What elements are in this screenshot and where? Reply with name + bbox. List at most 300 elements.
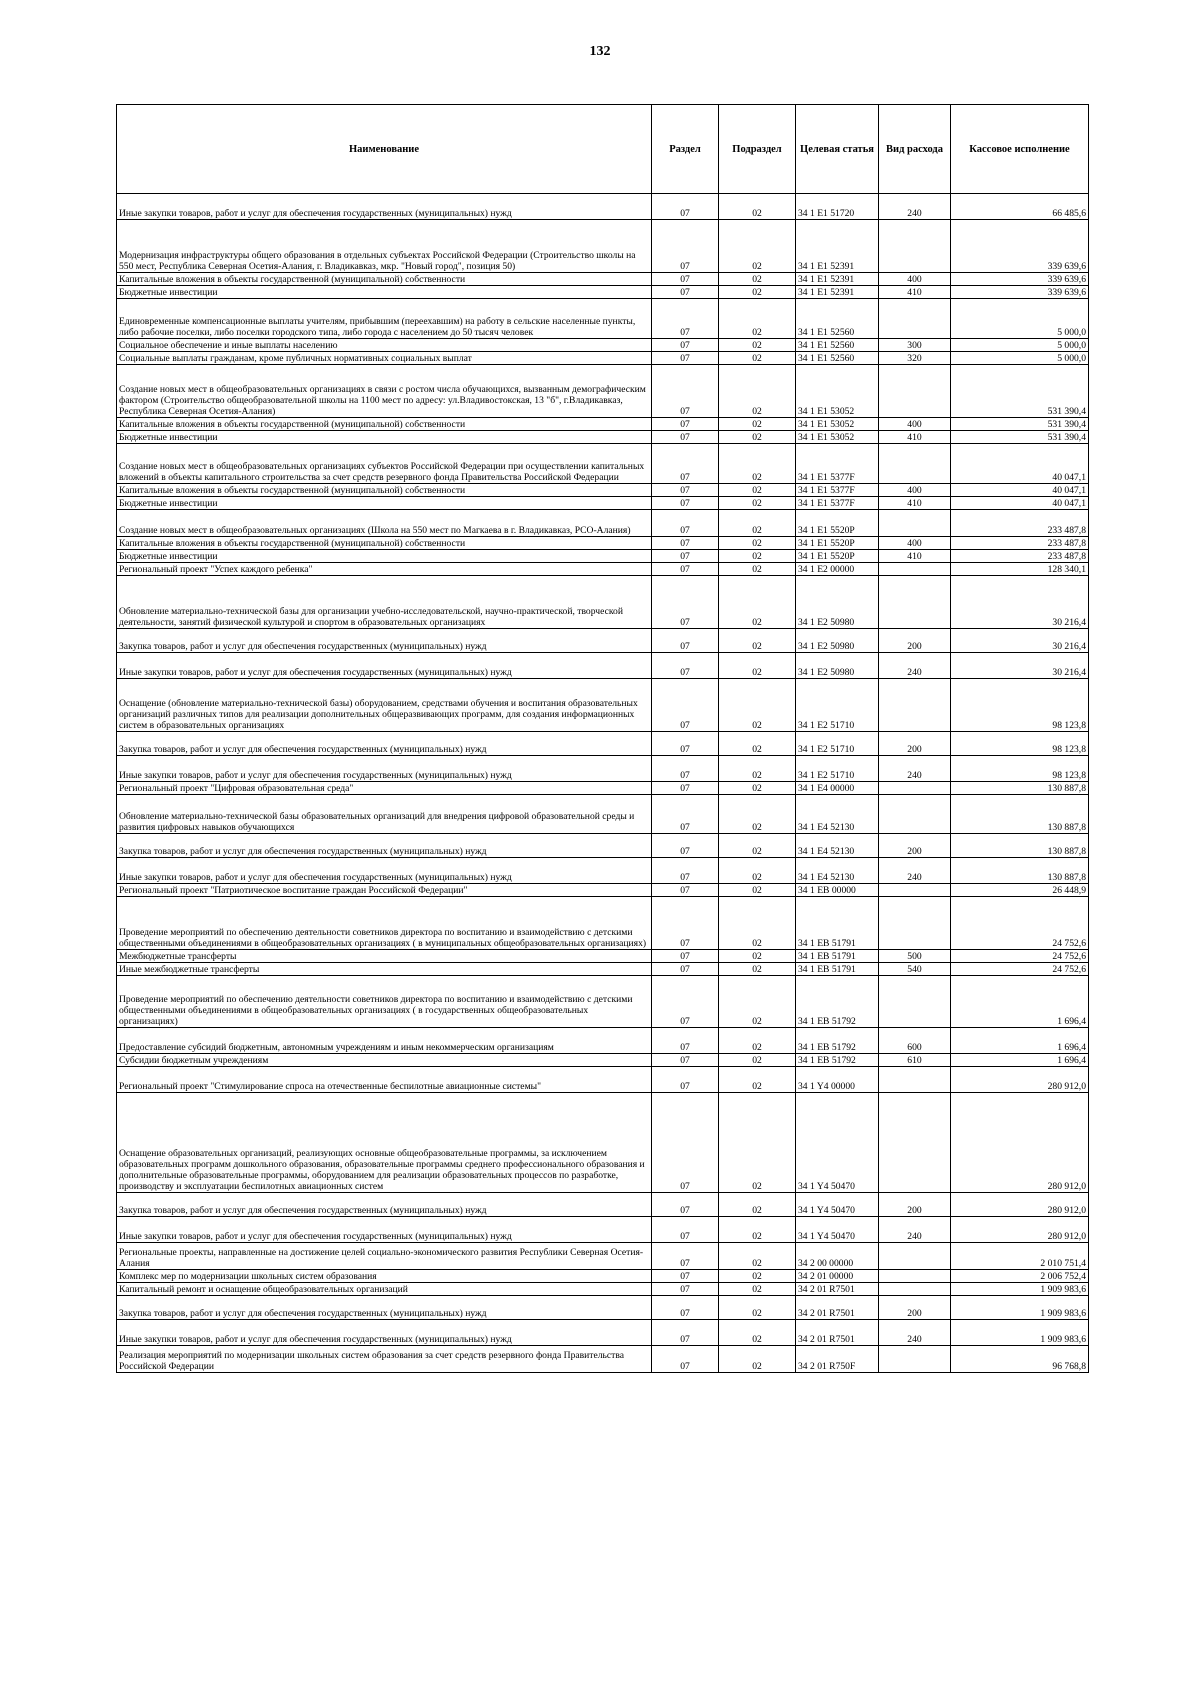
- row-section: 07: [652, 194, 719, 220]
- row-name: Иные закупки товаров, работ и услуг для обеспечения государственных (муниципальных) нужд: [117, 653, 652, 679]
- row-expense: [879, 365, 951, 418]
- row-subsection: 02: [719, 858, 796, 884]
- row-section: 07: [652, 884, 719, 897]
- row-amount: 30 216,4: [951, 653, 1089, 679]
- row-amount: 130 887,8: [951, 795, 1089, 834]
- row-name: Закупка товаров, работ и услуг для обеспечения государственных (муниципальных) нужд: [117, 834, 652, 858]
- row-amount: 30 216,4: [951, 629, 1089, 653]
- table-row: [117, 884, 1089, 897]
- row-amount: 280 912,0: [951, 1193, 1089, 1217]
- table-row: [117, 299, 1089, 339]
- table-row: [117, 1320, 1089, 1346]
- row-amount: 1 696,4: [951, 1054, 1089, 1067]
- table-row: [117, 537, 1089, 550]
- row-subsection: 02: [719, 497, 796, 510]
- row-section: 07: [652, 484, 719, 497]
- row-expense: 600: [879, 1028, 951, 1054]
- row-section: 07: [652, 795, 719, 834]
- row-expense: 540: [879, 963, 951, 976]
- row-expense: [879, 220, 951, 273]
- row-target: 34 2 01 00000: [796, 1270, 879, 1283]
- table-row: [117, 950, 1089, 963]
- row-expense: 400: [879, 484, 951, 497]
- row-amount: 531 390,4: [951, 418, 1089, 431]
- row-subsection: 02: [719, 1217, 796, 1243]
- row-target: 34 1 Y4 00000: [796, 1067, 879, 1093]
- row-amount: 280 912,0: [951, 1067, 1089, 1093]
- row-expense: 410: [879, 550, 951, 563]
- row-subsection: 02: [719, 1243, 796, 1270]
- row-amount: 40 047,1: [951, 497, 1089, 510]
- row-name: Единовременные компенсационные выплаты учителям, прибывшим (переехавшим) на работу в сельские населенные пункты, либо рабочие поселки, либо поселки городского типа, либо города с населением до 50 тысяч человек: [117, 299, 652, 339]
- table-row: [117, 782, 1089, 795]
- row-amount: 66 485,6: [951, 194, 1089, 220]
- table-row: [117, 732, 1089, 756]
- row-expense: 200: [879, 1193, 951, 1217]
- header-name: Наименование: [117, 105, 652, 194]
- row-subsection: 02: [719, 273, 796, 286]
- row-amount: 130 887,8: [951, 858, 1089, 884]
- table-row: [117, 1067, 1089, 1093]
- row-name: Обновление материально-технической базы образовательных организаций для внедрения цифровой образовательной среды и развития цифровых навыков обучающихся: [117, 795, 652, 834]
- row-target: 34 2 00 00000: [796, 1243, 879, 1270]
- row-subsection: 02: [719, 365, 796, 418]
- row-subsection: 02: [719, 576, 796, 629]
- row-name: Капитальные вложения в объекты государственной (муниципальной) собственности: [117, 273, 652, 286]
- row-name: Капитальные вложения в объекты государственной (муниципальной) собственности: [117, 537, 652, 550]
- row-subsection: 02: [719, 563, 796, 576]
- row-name: Иные закупки товаров, работ и услуг для обеспечения государственных (муниципальных) нужд: [117, 756, 652, 782]
- row-expense: 320: [879, 352, 951, 365]
- row-amount: 233 487,8: [951, 510, 1089, 537]
- row-section: 07: [652, 1028, 719, 1054]
- table-row: [117, 1283, 1089, 1296]
- row-section: 07: [652, 1217, 719, 1243]
- row-target: 34 1 EB 51791: [796, 950, 879, 963]
- row-expense: [879, 884, 951, 897]
- row-target: 34 1 E1 52560: [796, 299, 879, 339]
- table-row: [117, 563, 1089, 576]
- row-section: 07: [652, 510, 719, 537]
- row-target: 34 1 E1 5377F: [796, 484, 879, 497]
- table-row: [117, 1217, 1089, 1243]
- row-section: 07: [652, 756, 719, 782]
- row-subsection: 02: [719, 418, 796, 431]
- table-row: [117, 629, 1089, 653]
- row-expense: 410: [879, 431, 951, 444]
- row-amount: 98 123,8: [951, 732, 1089, 756]
- row-expense: 200: [879, 1296, 951, 1320]
- row-amount: 130 887,8: [951, 782, 1089, 795]
- header-target: Целевая статья: [796, 105, 879, 194]
- header-subsection: Подраздел: [719, 105, 796, 194]
- row-subsection: 02: [719, 510, 796, 537]
- table-row: [117, 484, 1089, 497]
- budget-table: [116, 104, 1089, 1373]
- row-subsection: 02: [719, 756, 796, 782]
- table-row: [117, 1093, 1089, 1193]
- row-section: 07: [652, 339, 719, 352]
- row-amount: 1 696,4: [951, 976, 1089, 1028]
- row-section: 07: [652, 679, 719, 732]
- row-target: 34 1 Y4 50470: [796, 1093, 879, 1193]
- row-target: 34 1 E1 53052: [796, 431, 879, 444]
- row-expense: 400: [879, 273, 951, 286]
- row-expense: 200: [879, 732, 951, 756]
- row-subsection: 02: [719, 537, 796, 550]
- row-target: 34 2 01 R7501: [796, 1320, 879, 1346]
- row-name: Закупка товаров, работ и услуг для обеспечения государственных (муниципальных) нужд: [117, 732, 652, 756]
- row-amount: 531 390,4: [951, 431, 1089, 444]
- table-row: [117, 653, 1089, 679]
- row-expense: 300: [879, 339, 951, 352]
- row-name: Закупка товаров, работ и услуг для обеспечения государственных (муниципальных) нужд: [117, 1193, 652, 1217]
- row-section: 07: [652, 273, 719, 286]
- row-name: Иные закупки товаров, работ и услуг для обеспечения государственных (муниципальных) нужд: [117, 1320, 652, 1346]
- row-section: 07: [652, 352, 719, 365]
- row-amount: 339 639,6: [951, 220, 1089, 273]
- row-name: Иные межбюджетные трансферты: [117, 963, 652, 976]
- row-expense: 240: [879, 858, 951, 884]
- row-section: 07: [652, 1067, 719, 1093]
- row-target: 34 1 E4 52130: [796, 795, 879, 834]
- row-name: Иные закупки товаров, работ и услуг для обеспечения государственных (муниципальных) нужд: [117, 194, 652, 220]
- row-expense: [879, 1346, 951, 1373]
- row-name: Региональный проект "Успех каждого ребенка": [117, 563, 652, 576]
- row-section: 07: [652, 1054, 719, 1067]
- table-row: [117, 756, 1089, 782]
- row-subsection: 02: [719, 431, 796, 444]
- row-section: 07: [652, 1346, 719, 1373]
- row-amount: 24 752,6: [951, 963, 1089, 976]
- row-section: 07: [652, 576, 719, 629]
- row-amount: 1 909 983,6: [951, 1320, 1089, 1346]
- row-section: 07: [652, 418, 719, 431]
- row-section: 07: [652, 286, 719, 299]
- row-name: Создание новых мест в общеобразовательных организациях в связи с ростом числа обучающихся, вызванным демографическим фактором (Строительство общеобразовательной школы на 1100 мест по адресу: ул.Владивостокская, 13 "б", г.Владикавказ, Республика Северная Осетия-Алания): [117, 365, 652, 418]
- row-name: Субсидии бюджетным учреждениям: [117, 1054, 652, 1067]
- row-subsection: 02: [719, 1093, 796, 1193]
- row-target: 34 1 E2 00000: [796, 563, 879, 576]
- row-target: 34 1 EB 51791: [796, 963, 879, 976]
- row-target: 34 1 E1 53052: [796, 365, 879, 418]
- row-subsection: 02: [719, 444, 796, 484]
- row-target: 34 1 E1 5377F: [796, 444, 879, 484]
- table-row: [117, 273, 1089, 286]
- row-expense: 240: [879, 1320, 951, 1346]
- row-amount: 5 000,0: [951, 339, 1089, 352]
- row-section: 07: [652, 365, 719, 418]
- row-section: 07: [652, 1193, 719, 1217]
- table-row: [117, 339, 1089, 352]
- row-target: 34 1 Y4 50470: [796, 1193, 879, 1217]
- row-subsection: 02: [719, 1270, 796, 1283]
- row-expense: [879, 563, 951, 576]
- row-amount: 1 909 983,6: [951, 1283, 1089, 1296]
- row-expense: [879, 976, 951, 1028]
- row-name: Капитальные вложения в объекты государственной (муниципальной) собственности: [117, 484, 652, 497]
- table-row: [117, 352, 1089, 365]
- row-target: 34 1 EB 51792: [796, 1028, 879, 1054]
- row-name: Проведение мероприятий по обеспечению деятельности советников директора по воспитанию и взаимодействию с детскими общественными объединениями в общеобразовательных организациях ( в муниципальных общеобразовательных организациях): [117, 897, 652, 950]
- row-target: 34 1 E1 5520P: [796, 550, 879, 563]
- page-number: 132: [589, 44, 611, 59]
- row-expense: 200: [879, 629, 951, 653]
- row-section: 07: [652, 629, 719, 653]
- row-name: Межбюджетные трансферты: [117, 950, 652, 963]
- row-section: 07: [652, 1243, 719, 1270]
- row-amount: 280 912,0: [951, 1093, 1089, 1193]
- row-target: 34 2 01 R7501: [796, 1296, 879, 1320]
- table-row: [117, 418, 1089, 431]
- row-section: 07: [652, 963, 719, 976]
- row-subsection: 02: [719, 976, 796, 1028]
- row-expense: [879, 576, 951, 629]
- row-expense: [879, 782, 951, 795]
- table-row: [117, 858, 1089, 884]
- row-target: 34 1 EB 51792: [796, 1054, 879, 1067]
- row-name: Проведение мероприятий по обеспечению деятельности советников директора по воспитанию и взаимодействию с детскими общественными объединениями в общеобразовательных организациях ( в государственных общеобразовательных организациях): [117, 976, 652, 1028]
- table-row: [117, 576, 1089, 629]
- header-section: Раздел: [652, 105, 719, 194]
- row-expense: 410: [879, 286, 951, 299]
- row-subsection: 02: [719, 950, 796, 963]
- row-section: 07: [652, 220, 719, 273]
- row-name: Капитальные вложения в объекты государственной (муниципальной) собственности: [117, 418, 652, 431]
- table-row: [117, 365, 1089, 418]
- row-expense: 410: [879, 497, 951, 510]
- table-row: [117, 897, 1089, 950]
- table-row: [117, 497, 1089, 510]
- row-name: Предоставление субсидий бюджетным, автономным учреждениям и иным некоммерческим организациям: [117, 1028, 652, 1054]
- row-subsection: 02: [719, 1028, 796, 1054]
- row-expense: 400: [879, 418, 951, 431]
- row-amount: 130 887,8: [951, 834, 1089, 858]
- row-subsection: 02: [719, 1346, 796, 1373]
- row-target: 34 1 E2 51710: [796, 679, 879, 732]
- table-row: [117, 286, 1089, 299]
- row-target: 34 1 E2 51710: [796, 732, 879, 756]
- table-row: [117, 976, 1089, 1028]
- row-target: 34 1 E4 00000: [796, 782, 879, 795]
- row-section: 07: [652, 431, 719, 444]
- row-expense: [879, 444, 951, 484]
- row-name: Закупка товаров, работ и услуг для обеспечения государственных (муниципальных) нужд: [117, 629, 652, 653]
- row-name: Создание новых мест в общеобразовательных организациях субъектов Российской Федерации при осуществлении капитальных вложений в объекты капитального строительства за счет средств резервного фонда Правительства Российской Федерации: [117, 444, 652, 484]
- header-amount: Кассовое исполнение: [951, 105, 1089, 194]
- table-row: [117, 1296, 1089, 1320]
- row-target: 34 1 E1 52391: [796, 273, 879, 286]
- row-expense: 240: [879, 1217, 951, 1243]
- row-expense: [879, 1270, 951, 1283]
- row-expense: [879, 299, 951, 339]
- row-section: 07: [652, 732, 719, 756]
- table-row: [117, 550, 1089, 563]
- row-expense: 240: [879, 653, 951, 679]
- row-name: Закупка товаров, работ и услуг для обеспечения государственных (муниципальных) нужд: [117, 1296, 652, 1320]
- row-expense: 240: [879, 194, 951, 220]
- row-target: 34 1 E4 52130: [796, 858, 879, 884]
- row-target: 34 1 E1 53052: [796, 418, 879, 431]
- row-subsection: 02: [719, 1296, 796, 1320]
- row-target: 34 1 EB 00000: [796, 884, 879, 897]
- header-expense: Вид расхода: [879, 105, 951, 194]
- row-section: 07: [652, 1296, 719, 1320]
- table-row: [117, 444, 1089, 484]
- row-expense: 200: [879, 834, 951, 858]
- row-amount: 233 487,8: [951, 537, 1089, 550]
- row-amount: 339 639,6: [951, 273, 1089, 286]
- row-target: 34 1 E1 52391: [796, 286, 879, 299]
- row-section: 07: [652, 950, 719, 963]
- row-section: 07: [652, 1270, 719, 1283]
- row-subsection: 02: [719, 795, 796, 834]
- row-subsection: 02: [719, 897, 796, 950]
- row-subsection: 02: [719, 1320, 796, 1346]
- row-target: 34 1 E1 52560: [796, 352, 879, 365]
- row-expense: [879, 897, 951, 950]
- row-expense: [879, 679, 951, 732]
- row-target: 34 1 E1 5520P: [796, 510, 879, 537]
- row-target: 34 1 E1 5520P: [796, 537, 879, 550]
- row-subsection: 02: [719, 220, 796, 273]
- row-section: 07: [652, 444, 719, 484]
- row-subsection: 02: [719, 679, 796, 732]
- row-amount: 339 639,6: [951, 286, 1089, 299]
- row-name: Создание новых мест в общеобразовательных организациях (Школа на 550 мест по Магкаева в г. Владикавказ, РСО-Алания): [117, 510, 652, 537]
- row-subsection: 02: [719, 629, 796, 653]
- row-subsection: 02: [719, 299, 796, 339]
- row-name: Обновление материально-технической базы для организации учебно-исследовательской, научно-практической, творческой деятельности, занятий физической культурой и спортом в образовательных организациях: [117, 576, 652, 629]
- table-row: [117, 1193, 1089, 1217]
- row-section: 07: [652, 497, 719, 510]
- row-name: Иные закупки товаров, работ и услуг для обеспечения государственных (муниципальных) нужд: [117, 1217, 652, 1243]
- row-section: 07: [652, 858, 719, 884]
- table-row: [117, 1270, 1089, 1283]
- row-amount: 40 047,1: [951, 444, 1089, 484]
- row-section: 07: [652, 782, 719, 795]
- table-row: [117, 194, 1089, 220]
- row-subsection: 02: [719, 352, 796, 365]
- row-amount: 40 047,1: [951, 484, 1089, 497]
- row-expense: [879, 795, 951, 834]
- row-target: 34 1 E1 51720: [796, 194, 879, 220]
- row-name: Бюджетные инвестиции: [117, 497, 652, 510]
- row-target: 34 1 E2 50980: [796, 576, 879, 629]
- row-name: Социальные выплаты гражданам, кроме публичных нормативных социальных выплат: [117, 352, 652, 365]
- table-row: [117, 795, 1089, 834]
- row-amount: 24 752,6: [951, 897, 1089, 950]
- row-name: Региональные проекты, направленные на достижение целей социально-экономического развития Республики Северная Осетия-Алания: [117, 1243, 652, 1270]
- row-name: Капитальный ремонт и оснащение общеобразовательных организаций: [117, 1283, 652, 1296]
- row-expense: 400: [879, 537, 951, 550]
- row-subsection: 02: [719, 339, 796, 352]
- row-amount: 1 696,4: [951, 1028, 1089, 1054]
- row-amount: 5 000,0: [951, 352, 1089, 365]
- row-name: Реализация мероприятий по модернизации школьных систем образования за счет средств резервного фонда Правительства Российской Федерации: [117, 1346, 652, 1373]
- table-row: [117, 431, 1089, 444]
- table-row: [117, 963, 1089, 976]
- row-name: Региональный проект "Патриотическое воспитание граждан Российской Федерации": [117, 884, 652, 897]
- table-row: [117, 220, 1089, 273]
- row-expense: 500: [879, 950, 951, 963]
- row-section: 07: [652, 976, 719, 1028]
- row-name: Региональный проект "Цифровая образовательная среда": [117, 782, 652, 795]
- row-amount: 98 123,8: [951, 756, 1089, 782]
- row-subsection: 02: [719, 1283, 796, 1296]
- row-expense: [879, 1093, 951, 1193]
- row-section: 07: [652, 537, 719, 550]
- row-subsection: 02: [719, 782, 796, 795]
- row-section: 07: [652, 834, 719, 858]
- row-section: 07: [652, 1093, 719, 1193]
- table-row: [117, 834, 1089, 858]
- row-target: 34 1 Y4 50470: [796, 1217, 879, 1243]
- row-subsection: 02: [719, 484, 796, 497]
- table-row: [117, 1028, 1089, 1054]
- row-name: Бюджетные инвестиции: [117, 286, 652, 299]
- row-target: 34 1 E1 5377F: [796, 497, 879, 510]
- row-target: 34 1 EB 51791: [796, 897, 879, 950]
- table-row: [117, 510, 1089, 537]
- row-amount: 96 768,8: [951, 1346, 1089, 1373]
- row-amount: 30 216,4: [951, 576, 1089, 629]
- row-target: 34 1 E2 51710: [796, 756, 879, 782]
- table-row: [117, 1243, 1089, 1270]
- row-amount: 26 448,9: [951, 884, 1089, 897]
- table-row: [117, 1346, 1089, 1373]
- row-subsection: 02: [719, 194, 796, 220]
- row-target: 34 1 E2 50980: [796, 629, 879, 653]
- row-amount: 2 010 751,4: [951, 1243, 1089, 1270]
- row-subsection: 02: [719, 1054, 796, 1067]
- row-expense: [879, 1067, 951, 1093]
- row-amount: 531 390,4: [951, 365, 1089, 418]
- row-subsection: 02: [719, 963, 796, 976]
- row-name: Комплекс мер по модернизации школьных систем образования: [117, 1270, 652, 1283]
- row-subsection: 02: [719, 1193, 796, 1217]
- row-section: 07: [652, 1283, 719, 1296]
- row-subsection: 02: [719, 834, 796, 858]
- row-name: Оснащение образовательных организаций, реализующих основные общеобразовательные программы, за исключением образовательных программ дошкольного образования, образовательные программы среднего профессионального образования и дополнительные образовательные программы, оборудованием для реализации образовательных процессов по разработке, производству и эксплуатации беспилотных авиационных систем: [117, 1093, 652, 1193]
- row-section: 07: [652, 653, 719, 679]
- row-section: 07: [652, 897, 719, 950]
- row-expense: [879, 1243, 951, 1270]
- row-target: 34 2 01 R750F: [796, 1346, 879, 1373]
- row-expense: [879, 510, 951, 537]
- row-expense: 610: [879, 1054, 951, 1067]
- row-expense: 240: [879, 756, 951, 782]
- row-subsection: 02: [719, 732, 796, 756]
- row-amount: 24 752,6: [951, 950, 1089, 963]
- row-section: 07: [652, 550, 719, 563]
- row-subsection: 02: [719, 884, 796, 897]
- row-name: Оснащение (обновление материально-технической базы) оборудованием, средствами обучения и воспитания образовательных организаций различных типов для реализации дополнительных общеразвивающих программ, для создания информационных систем в образовательных организациях: [117, 679, 652, 732]
- row-name: Бюджетные инвестиции: [117, 431, 652, 444]
- row-target: 34 1 EB 51792: [796, 976, 879, 1028]
- row-name: Модернизация инфраструктуры общего образования в отдельных субъектах Российской Федерации (Строительство школы на 550 мест, Республика Северная Осетия-Алания, г. Владикавказ, мкр. "Новый город", позиция 50): [117, 220, 652, 273]
- row-section: 07: [652, 299, 719, 339]
- row-target: 34 2 01 R7501: [796, 1283, 879, 1296]
- row-name: Иные закупки товаров, работ и услуг для обеспечения государственных (муниципальных) нужд: [117, 858, 652, 884]
- row-amount: 233 487,8: [951, 550, 1089, 563]
- row-amount: 1 909 983,6: [951, 1296, 1089, 1320]
- row-subsection: 02: [719, 550, 796, 563]
- row-name: Социальное обеспечение и иные выплаты населению: [117, 339, 652, 352]
- table-row: [117, 679, 1089, 732]
- row-section: 07: [652, 563, 719, 576]
- row-amount: 5 000,0: [951, 299, 1089, 339]
